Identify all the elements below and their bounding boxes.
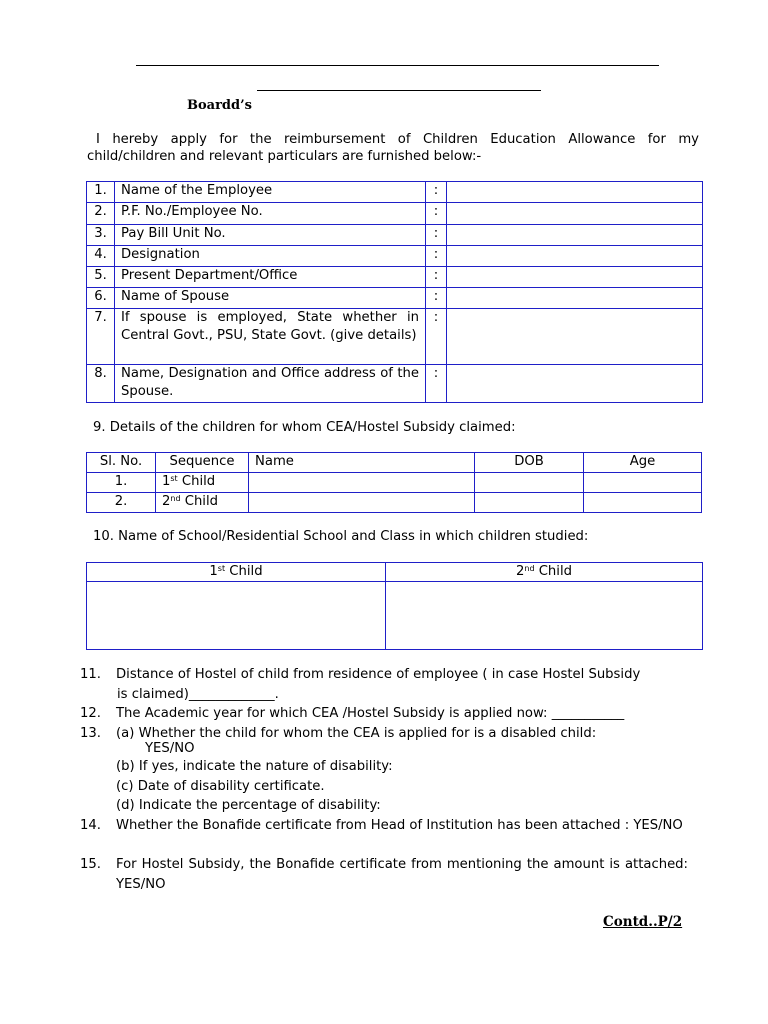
row-colon: : (426, 267, 447, 288)
row-number: 5. (87, 267, 115, 288)
first-child-school-cell[interactable] (87, 582, 386, 650)
row-colon: : (426, 288, 447, 309)
intro-paragraph: I hereby apply for the reimbursement of Children Education Allowance for my child/children and relevant particulars are furnished below:- (87, 132, 699, 164)
table-row (87, 365, 703, 403)
item-11: 11. Distance of Hostel of child from residence of employee ( in case Hostel Subsidy (80, 667, 641, 682)
table-row (87, 309, 703, 365)
table-row (87, 203, 703, 225)
col-sequence: Sequence (156, 453, 249, 473)
first-child-header: 1st Child (87, 563, 386, 582)
row-label: P.F. No./Employee No. (115, 203, 426, 225)
row-colon: : (426, 365, 447, 403)
second-blank-line (257, 90, 541, 91)
item-13c: (c) Date of disability certificate. (116, 779, 325, 794)
row-label: Name, Designation and Office address of the Spouse. (115, 365, 426, 403)
col-sl-no: Sl. No. (87, 453, 156, 473)
table-row (87, 582, 703, 650)
school-table (86, 562, 703, 650)
row-colon: : (426, 225, 447, 246)
table-row (87, 288, 703, 309)
table-row (87, 267, 703, 288)
row-sl: 1. (87, 473, 156, 493)
table-row (87, 182, 703, 203)
item-13b: (b) If yes, indicate the nature of disability: (116, 759, 393, 774)
row-number: 8. (87, 365, 115, 403)
row-number: 7. (87, 309, 115, 365)
row-colon: : (426, 203, 447, 225)
table-row (87, 225, 703, 246)
row-sequence: 1st Child (156, 473, 249, 493)
table-row (87, 246, 703, 267)
item-13d: (d) Indicate the percentage of disability: (116, 798, 381, 813)
row-value-cell[interactable] (447, 203, 703, 225)
row-value-cell[interactable] (447, 288, 703, 309)
continued-note: Contd..P/2 (603, 914, 683, 930)
col-name: Name (249, 453, 475, 473)
row-name-cell[interactable] (249, 493, 475, 513)
item-11-continuation: is claimed)_____________. (117, 687, 279, 702)
table-row (87, 473, 702, 493)
row-value-cell[interactable] (447, 365, 703, 403)
children-table (86, 452, 702, 513)
col-dob: DOB (475, 453, 584, 473)
item-14: 14. Whether the Bonafide certificate from Head of Institution has been attached : YES/NO (80, 818, 683, 833)
row-dob-cell[interactable] (475, 473, 584, 493)
second-child-header: 2nd Child (386, 563, 703, 582)
row-value-cell[interactable] (447, 225, 703, 246)
row-colon: : (426, 309, 447, 365)
item-15: 15. For Hostel Subsidy, the Bonafide certificate from mentioning the amount is attached: YES/NO (80, 857, 688, 892)
row-sequence: 2nd Child (156, 493, 249, 513)
row-label: If spouse is employed, State whether in Central Govt., PSU, State Govt. (give details) (115, 309, 426, 365)
section-9-heading: 9. Details of the children for whom CEA/Hostel Subsidy claimed: (93, 420, 516, 435)
row-number: 6. (87, 288, 115, 309)
row-colon: : (426, 246, 447, 267)
row-value-cell[interactable] (447, 309, 703, 365)
row-dob-cell[interactable] (475, 493, 584, 513)
row-sl: 2. (87, 493, 156, 513)
row-age-cell[interactable] (584, 473, 702, 493)
second-child-school-cell[interactable] (386, 582, 703, 650)
row-label: Name of the Employee (115, 182, 426, 203)
item-13a-answer: YES/NO (145, 741, 195, 756)
col-age: Age (584, 453, 702, 473)
board-label: Boardd’s (187, 98, 252, 113)
row-label: Present Department/Office (115, 267, 426, 288)
row-value-cell[interactable] (447, 267, 703, 288)
school-table-header (87, 563, 703, 582)
row-name-cell[interactable] (249, 473, 475, 493)
row-number: 3. (87, 225, 115, 246)
row-value-cell[interactable] (447, 246, 703, 267)
item-13a: 13. (a) Whether the child for whom the CEA is applied for is a disabled child: (80, 726, 597, 741)
item-12: 12. The Academic year for which CEA /Hostel Subsidy is applied now: ___________ (80, 706, 625, 721)
section-10-heading: 10. Name of School/Residential School and Class in which children studied: (93, 529, 589, 544)
row-number: 4. (87, 246, 115, 267)
row-number: 1. (87, 182, 115, 203)
row-number: 2. (87, 203, 115, 225)
row-value-cell[interactable] (447, 182, 703, 203)
row-label: Name of Spouse (115, 288, 426, 309)
row-colon: : (426, 182, 447, 203)
children-table-header (87, 453, 702, 473)
top-blank-line (136, 65, 659, 66)
row-label: Designation (115, 246, 426, 267)
table-row (87, 493, 702, 513)
row-label: Pay Bill Unit No. (115, 225, 426, 246)
row-age-cell[interactable] (584, 493, 702, 513)
particulars-table (86, 181, 703, 403)
